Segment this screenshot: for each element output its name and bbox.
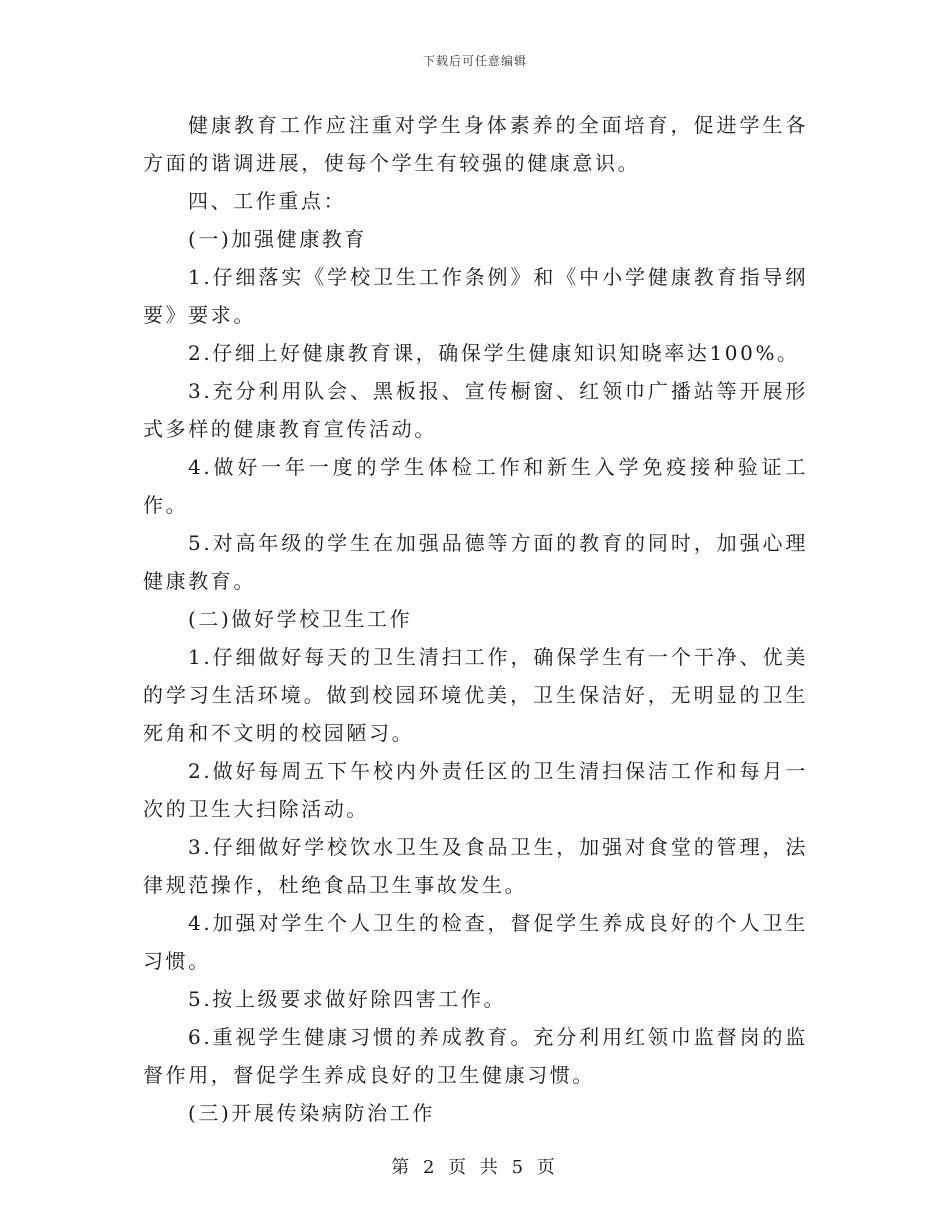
body-text	[143, 106, 808, 1132]
header-note: 下载后可任意编辑	[422, 54, 527, 68]
list-item: 5.对高年级的学生在加强品德等方面的教育的同时，加强心理健康教育。	[143, 531, 808, 593]
list-item: 2.仔细上好健康教育课，确保学生健康知识知晓率达100%。	[188, 341, 800, 365]
subsection-heading: (三)开展传染病防治工作	[188, 1101, 435, 1125]
subsection-heading: (一)加强健康教育	[188, 227, 368, 251]
list-item: 6.重视学生健康习惯的养成教育。充分利用红领巾监督岗的监督作用，督促学生养成良好的卫生健康习惯。	[143, 1025, 808, 1087]
list-item: 2.做好每周五下午校内外责任区的卫生清扫保洁工作和每月一次的卫生大扫除活动。	[143, 759, 808, 821]
list-item: 4.加强对学生个人卫生的检查，督促学生养成良好的个人卫生习惯。	[143, 911, 808, 973]
page-number-footer: 第 2 页 共 5 页	[391, 1157, 559, 1178]
list-item: 4.做好一年一度的学生体检工作和新生入学免疫接种验证工作。	[143, 455, 808, 517]
list-item: 3.仔细做好学校饮水卫生及食品卫生，加强对食堂的管理，法律规范操作，杜绝食品卫生事故发生。	[143, 835, 808, 897]
list-item: 1.仔细做好每天的卫生清扫工作，确保学生有一个干净、优美的学习生活环境。做到校园环境优美，卫生保洁好，无明显的卫生死角和不文明的校园陋习。	[143, 645, 808, 745]
list-item: 3.充分利用队会、黑板报、宣传橱窗、红领巾广播站等开展形式多样的健康教育宣传活动。	[143, 379, 808, 441]
paragraph: 健康教育工作应注重对学生身体素养的全面培育，促进学生各方面的谐调进展，使每个学生有较强的健康意识。	[143, 113, 808, 175]
subsection-heading: (二)做好学校卫生工作	[188, 607, 413, 631]
section-heading: 四、工作重点：	[188, 189, 347, 213]
list-item: 1.仔细落实《学校卫生工作条例》和《中小学健康教育指导纲要》要求。	[143, 265, 808, 327]
list-item: 5.按上级要求做好除四害工作。	[188, 987, 507, 1011]
